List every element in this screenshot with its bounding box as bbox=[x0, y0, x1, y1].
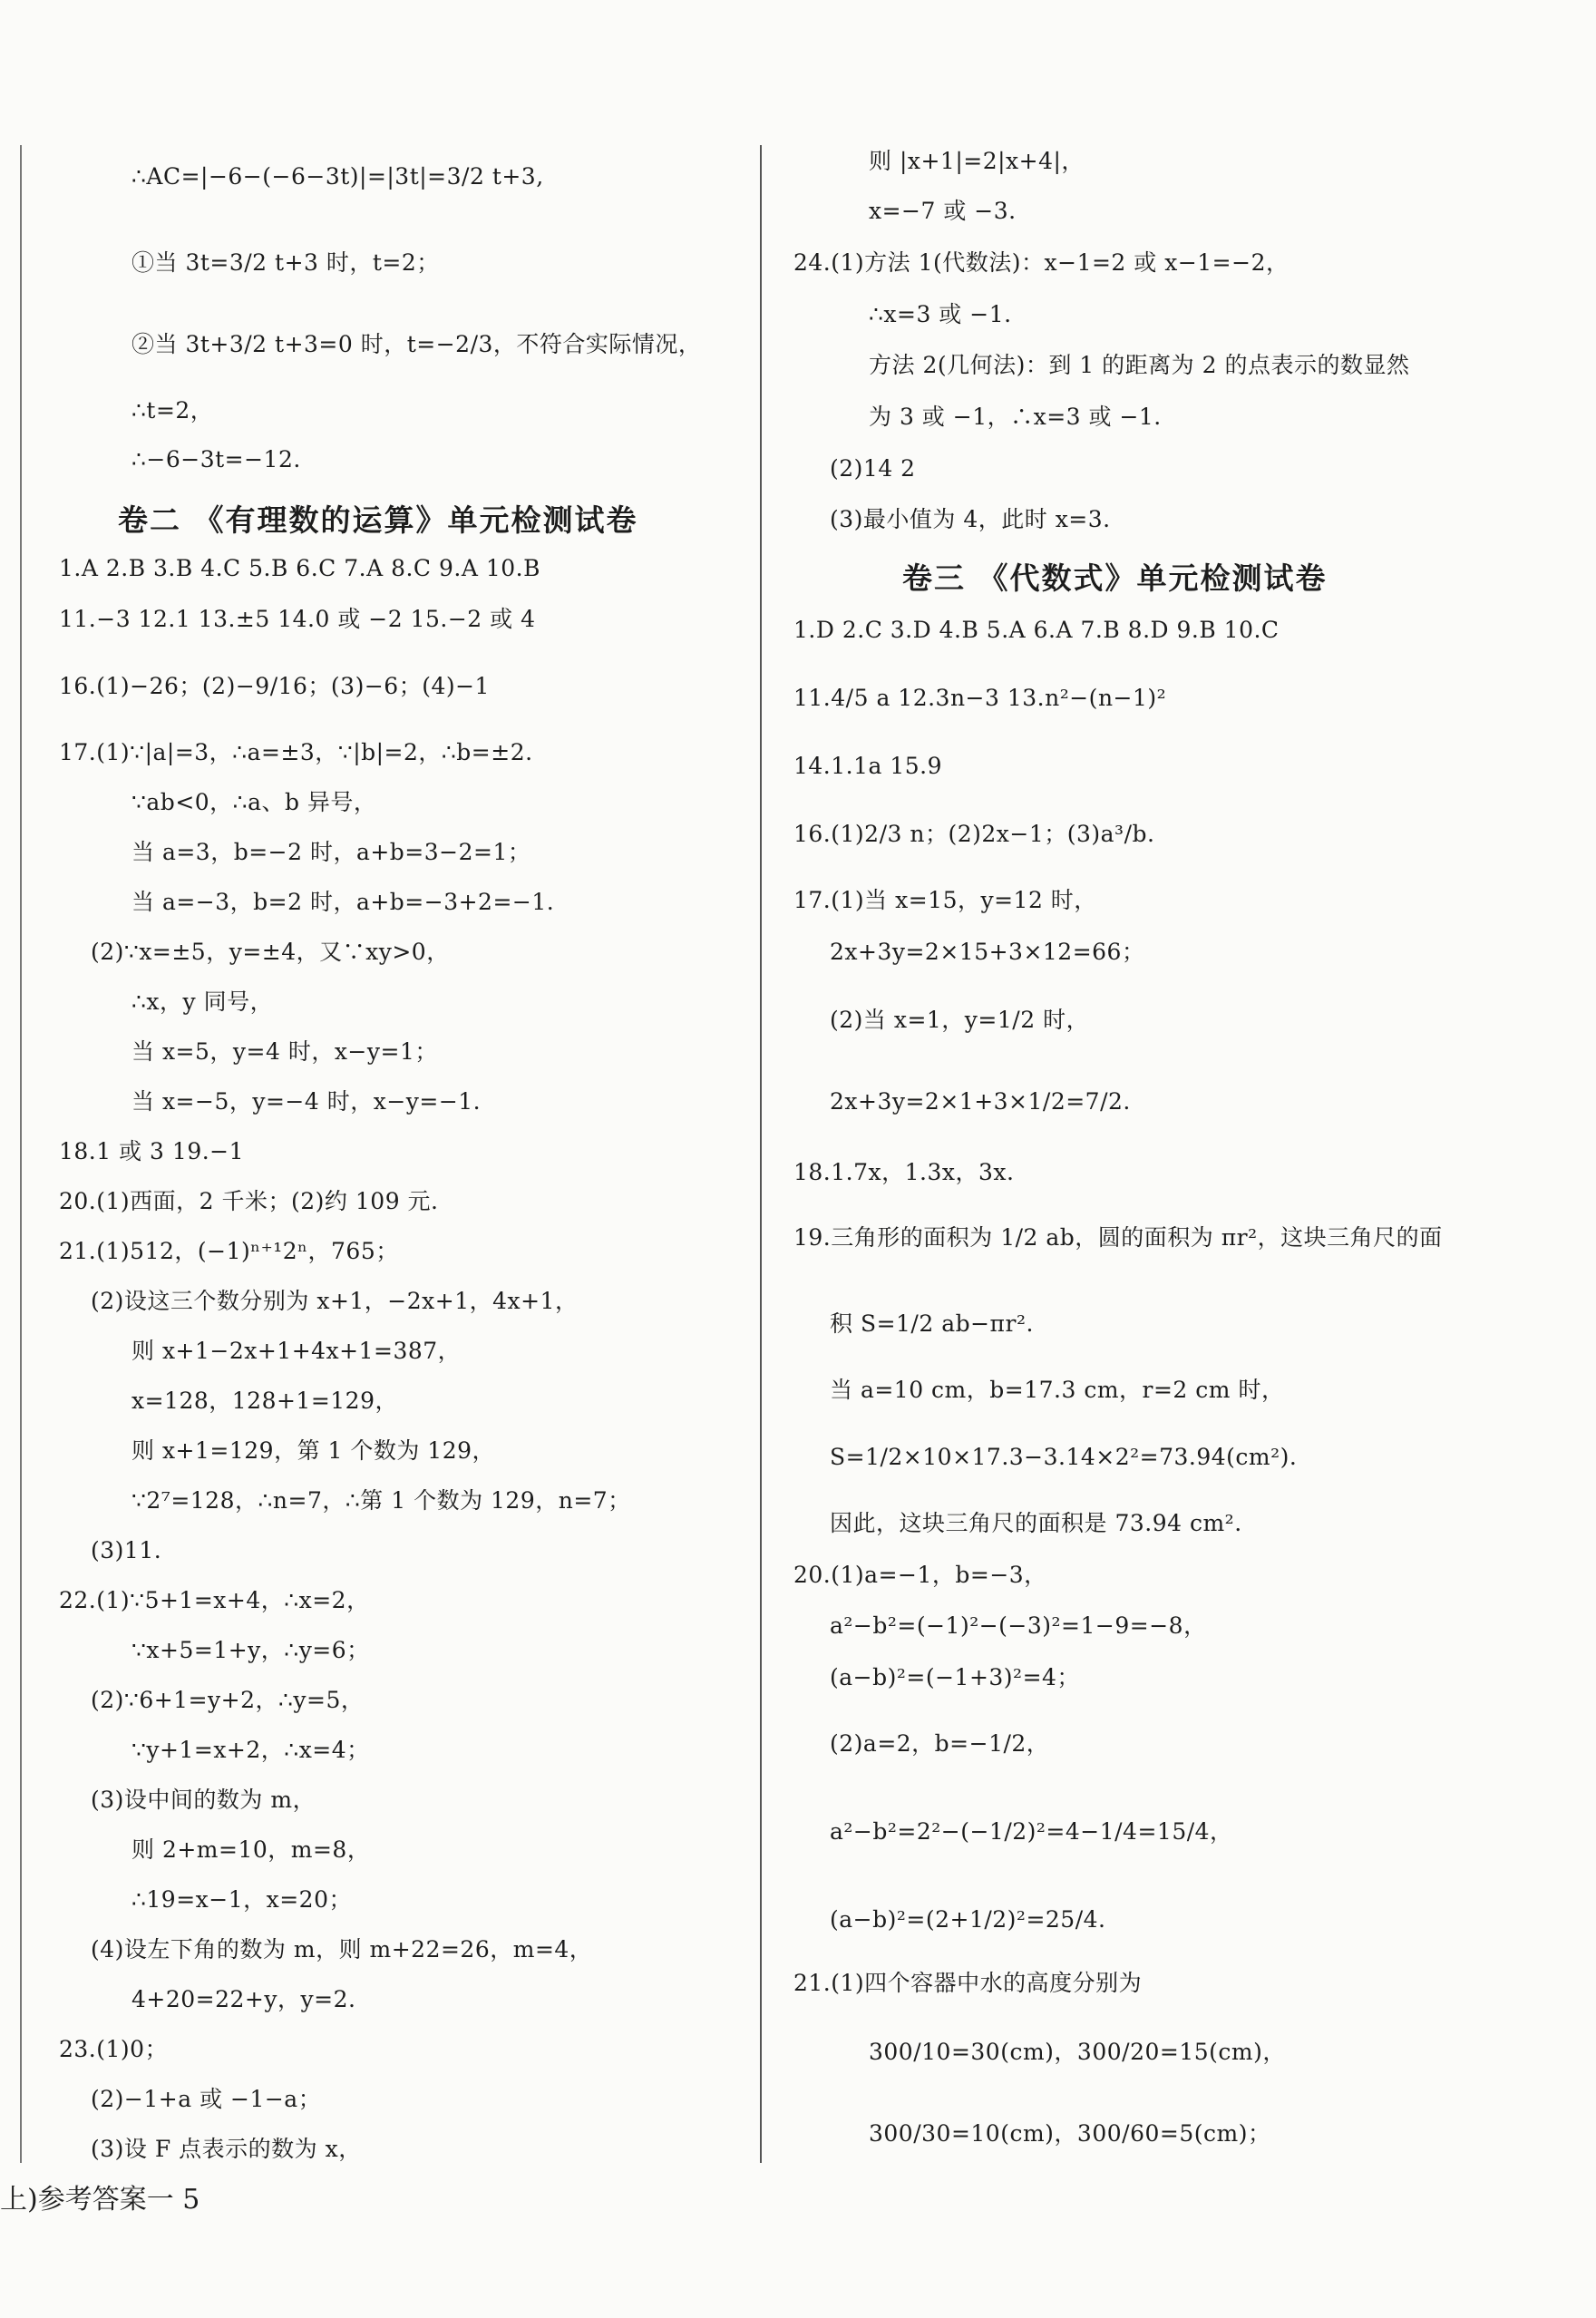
answer-line: 为 3 或 −1，∴x=3 或 −1. bbox=[869, 404, 1162, 430]
answer-line: 1.D 2.C 3.D 4.B 5.A 6.A 7.B 8.D 9.B 10.C bbox=[793, 617, 1280, 643]
left-margin-rule bbox=[20, 145, 22, 2163]
answer-line: ∵y+1=x+2，∴x=4； bbox=[131, 1737, 370, 1763]
answer-line: 300/10=30(cm)，300/20=15(cm)， bbox=[869, 2039, 1286, 2065]
answer-line: 17.(1)∵|a|=3，∴a=±3，∵|b|=2，∴b=±2. bbox=[59, 739, 533, 765]
answer-line: 当 a=10 cm，b=17.3 cm，r=2 cm 时， bbox=[830, 1377, 1285, 1403]
answer-line: 则 2+m=10，m=8， bbox=[131, 1836, 371, 1863]
answer-line: 当 x=−5，y=−4 时，x−y=−1. bbox=[131, 1088, 482, 1115]
answer-line: (3)设中间的数为 m， bbox=[91, 1787, 316, 1813]
answer-line: 因此，这块三角尺的面积是 73.94 cm². bbox=[830, 1510, 1242, 1536]
answer-line: 300/30=10(cm)，300/60=5(cm)； bbox=[869, 2120, 1271, 2147]
answer-line: 17.(1)当 x=15，y=12 时， bbox=[793, 887, 1097, 913]
answer-line: ∴x，y 同号， bbox=[131, 989, 274, 1015]
page-footer: 上)参考答案一 5 bbox=[0, 2184, 200, 2216]
answer-line: (a−b)²=(2+1/2)²=25/4. bbox=[830, 1906, 1106, 1933]
answer-line: 24.(1)方法 1(代数法)：x−1=2 或 x−1=−2， bbox=[793, 249, 1289, 276]
answer-line: ∵2⁷=128，∴n=7，∴第 1 个数为 129，n=7； bbox=[131, 1487, 631, 1514]
answer-line: 19.三角形的面积为 1/2 ab，圆的面积为 πr²，这块三角尺的面 bbox=[793, 1224, 1443, 1251]
answer-line: 23.(1)0； bbox=[59, 2036, 169, 2062]
answer-line: 18.1 或 3 19.−1 bbox=[59, 1138, 245, 1164]
answer-line: (2)a=2，b=−1/2， bbox=[830, 1730, 1050, 1757]
answer-line: a²−b²=(−1)²−(−3)²=1−9=−8， bbox=[830, 1612, 1207, 1639]
answer-line: (3)设 F 点表示的数为 x， bbox=[91, 2136, 362, 2162]
answer-line: 当 a=3，b=−2 时，a+b=3−2=1； bbox=[131, 839, 531, 865]
answer-line: (2)14 2 bbox=[830, 455, 916, 482]
section-title-2: 卷二 《有理数的运算》单元检测试卷 bbox=[118, 502, 638, 538]
answer-line: S=1/2×10×17.3−3.14×2²=73.94(cm²). bbox=[830, 1444, 1298, 1470]
answer-line: ①当 3t=3/2 t+3 时，t=2； bbox=[131, 249, 440, 276]
answer-line: ∴19=x−1，x=20； bbox=[131, 1886, 352, 1913]
answer-line: 11.4/5 a 12.3n−3 13.n²−(n−1)² bbox=[793, 685, 1167, 711]
answer-line: (3)最小值为 4，此时 x=3. bbox=[830, 506, 1111, 532]
answer-line: 2x+3y=2×1+3×1/2=7/2. bbox=[830, 1088, 1131, 1115]
answer-line: 2x+3y=2×15+3×12=66； bbox=[830, 939, 1145, 965]
answer-line: 当 a=−3，b=2 时，a+b=−3+2=−1. bbox=[131, 889, 555, 915]
answer-line: (2)∵x=±5，y=±4，又∵xy>0， bbox=[91, 939, 450, 965]
answer-line: x=128，128+1=129， bbox=[131, 1388, 398, 1414]
answer-line: 11.−3 12.1 13.±5 14.0 或 −2 15.−2 或 4 bbox=[59, 606, 536, 632]
answer-line: 则 x+1−2x+1+4x+1=387， bbox=[131, 1338, 462, 1364]
answer-line: (a−b)²=(−1+3)²=4； bbox=[830, 1664, 1080, 1690]
answer-line: 14.1.1a 15.9 bbox=[793, 753, 943, 779]
answer-line: 则 |x+1|=2|x+4|， bbox=[869, 148, 1085, 174]
answer-line: 16.(1)−26；(2)−9/16；(3)−6；(4)−1 bbox=[59, 673, 490, 699]
answer-line: 18.1.7x，1.3x，3x. bbox=[793, 1159, 1015, 1185]
answer-line: 22.(1)∵5+1=x+4，∴x=2， bbox=[59, 1587, 370, 1613]
answer-line: ∴t=2， bbox=[131, 397, 214, 424]
answer-line: ∵x+5=1+y，∴y=6； bbox=[131, 1637, 370, 1663]
answer-line: 4+20=22+y，y=2. bbox=[131, 1986, 356, 2012]
answer-line: 1.A 2.B 3.B 4.C 5.B 6.C 7.A 8.C 9.A 10.B bbox=[59, 555, 540, 581]
answer-line: (3)11. bbox=[91, 1537, 162, 1563]
answer-line: 则 x+1=129，第 1 个数为 129， bbox=[131, 1437, 496, 1464]
answer-line: ∵ab<0，∴a、b 异号， bbox=[131, 789, 377, 815]
answer-line: 方法 2(几何法)：到 1 的距离为 2 的点表示的数显然 bbox=[869, 352, 1410, 378]
answer-line: 积 S=1/2 ab−πr². bbox=[830, 1310, 1034, 1337]
answer-line: a²−b²=2²−(−1/2)²=4−1/4=15/4， bbox=[830, 1818, 1233, 1845]
answer-line: 21.(1)512，(−1)ⁿ⁺¹2ⁿ，765； bbox=[59, 1238, 399, 1264]
answer-line: (2)当 x=1，y=1/2 时， bbox=[830, 1007, 1090, 1033]
column-divider bbox=[760, 145, 762, 2163]
answer-line: ∴AC=|−6−(−6−3t)|=|3t|=3/2 t+3, bbox=[131, 163, 544, 190]
answer-line: 16.(1)2/3 n；(2)2x−1；(3)a³/b. bbox=[793, 821, 1155, 847]
answer-line: 21.(1)四个容器中水的高度分别为 bbox=[793, 1970, 1143, 1996]
answer-line: 20.(1)a=−1，b=−3， bbox=[793, 1562, 1047, 1588]
answer-line: (2)设这三个数分别为 x+1，−2x+1，4x+1， bbox=[91, 1288, 579, 1314]
answer-line: 20.(1)西面，2 千米；(2)约 109 元. bbox=[59, 1188, 439, 1214]
section-title-3: 卷三 《代数式》单元检测试卷 bbox=[902, 560, 1328, 596]
answer-line: ∴−6−3t=−12. bbox=[131, 446, 301, 472]
answer-line: (4)设左下角的数为 m，则 m+22=26，m=4， bbox=[91, 1936, 593, 1963]
answer-line: (2)∵6+1=y+2，∴y=5， bbox=[91, 1687, 365, 1713]
answer-line: x=−7 或 −3. bbox=[869, 198, 1017, 224]
answer-line: 当 x=5，y=4 时，x−y=1； bbox=[131, 1038, 438, 1065]
answer-line: ②当 3t+3/2 t+3=0 时，t=−2/3，不符合实际情况， bbox=[131, 331, 702, 357]
answer-line: ∴x=3 或 −1. bbox=[869, 301, 1012, 327]
answer-line: (2)−1+a 或 −1−a； bbox=[91, 2086, 322, 2112]
